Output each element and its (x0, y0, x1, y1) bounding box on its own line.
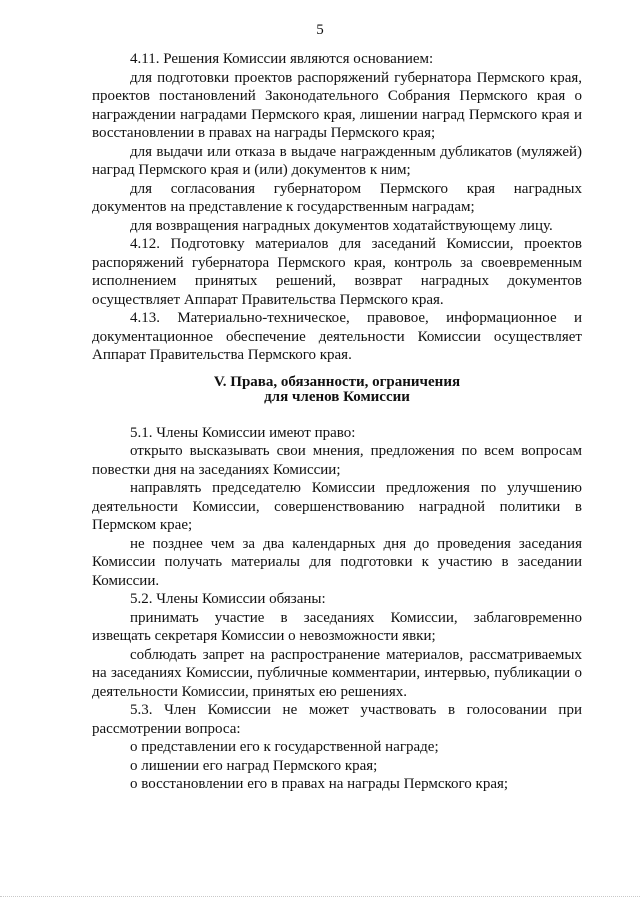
paragraph-4-11-a: для подготовки проектов распоряжений губернатора Пермского края, проектов постановлений Законодательного Собрания Пермского края о награждении наградами Пермского края, лишении наград Пермского края и восстановлении в правах на награды Пермского края; (92, 69, 582, 141)
paragraph-5-3: 5.3. Член Комиссии не может участвовать в голосовании при рассмотрении вопроса: (92, 702, 582, 737)
paragraph-4-11-b: для выдачи или отказа в выдаче награжденным дубликатов (муляжей) наград Пермского края и (или) документов к ним; (92, 143, 582, 178)
paragraph-5-2-b: соблюдать запрет на распространение материалов, рассматриваемых на заседаниях Комиссии, публичные комментарии, интервью, публикации о деятельности Комиссии, принятых ею решениях. (92, 646, 582, 700)
paragraph-4-13: 4.13. Материально-техническое, правовое, информационное и документационное обеспечение деятельности Комиссии осуществляет Аппарат Правительства Пермского края. (92, 310, 582, 363)
page-bottom-edge (0, 896, 640, 898)
paragraph-5-2: 5.2. Члены Комиссии обязаны: (130, 591, 326, 607)
paragraph-5-3-b: о лишении его наград Пермского края; (130, 757, 378, 774)
paragraph-5-1: 5.1. Члены Комиссии имеют право: (130, 424, 356, 441)
paragraph-5-1-a: открыто высказывать свои мнения, предложения по всем вопросам повестки дня на заседаниях Комиссии; (92, 443, 582, 478)
section-heading-line-1: V. Права, обязанности, ограничения (213, 373, 461, 390)
paragraph-5-1-b: направлять председателю Комиссии предложения по улучшению деятельности Комиссии, совершенствованию наградной политики в Пермском крае; (92, 480, 582, 533)
paragraph-5-3-a: о представлении его к государственной награде; (130, 739, 439, 755)
paragraph-4-12: 4.12. Подготовку материалов для заседаний Комиссии, проектов распоряжений губернатора Пермского края, контроль за своевременным исполнением принятых решений, возврат наградных документов осуществляет Аппарат Правительства Пермского края. (92, 236, 582, 308)
section-heading-line-2: для членов Комиссии (264, 388, 410, 405)
paragraph-5-2-a: принимать участие в заседаниях Комиссии, заблаговременно извещать секретаря Комиссии о невозможности явки; (92, 609, 582, 644)
page-number: 5 (316, 22, 324, 38)
paragraph-4-11-d: для возвращения наградных документов ходатайствующему лицу. (130, 217, 553, 234)
paragraph-4-11-c: для согласования губернатором Пермского края наградных документов на представление к государственным наградам; (92, 180, 582, 215)
document-body (92, 50, 582, 794)
paragraph-5-3-c: о восстановлении его в правах на награды Пермского края; (130, 776, 509, 792)
paragraph-4-11: 4.11. Решения Комиссии являются основанием: (130, 51, 434, 67)
paragraph-5-1-c: не позднее чем за два календарных дня до проведения заседания Комиссии получать материалы для подготовки к участию в заседании Комиссии. (92, 535, 582, 589)
